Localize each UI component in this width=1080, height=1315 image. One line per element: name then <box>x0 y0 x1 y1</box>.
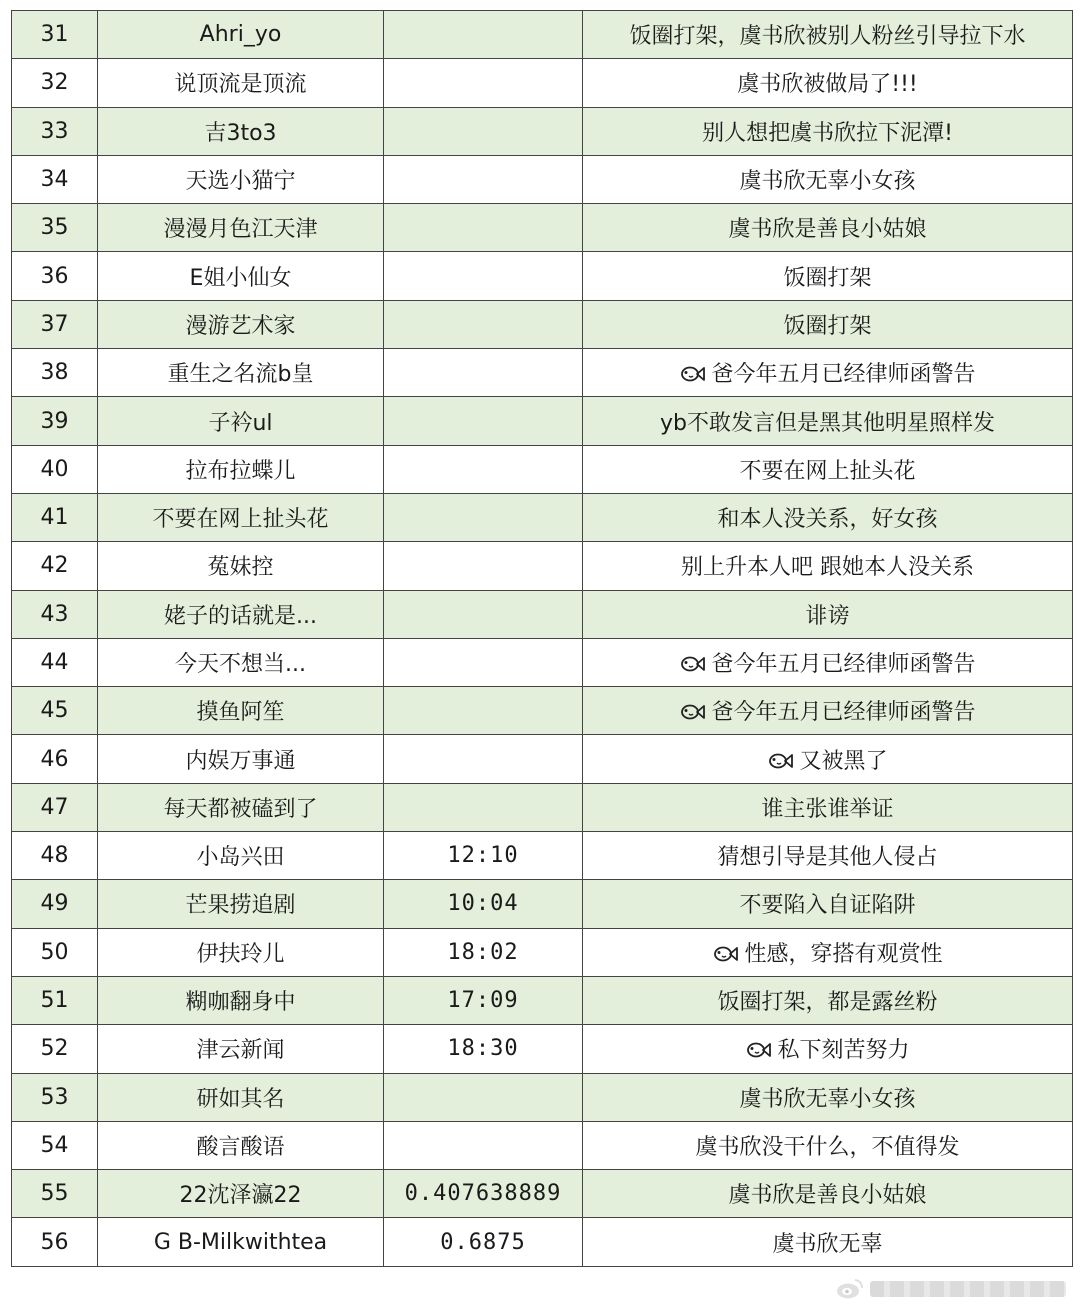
comment-cell <box>583 300 1073 348</box>
table-row <box>12 155 1073 203</box>
row-number-cell <box>12 1218 98 1266</box>
table-row <box>12 1025 1073 1073</box>
time-cell <box>384 880 583 928</box>
time-cell <box>384 1025 583 1073</box>
row-number-cell <box>12 204 98 252</box>
time-cell <box>384 1218 583 1266</box>
account-name-cell <box>98 928 384 976</box>
account-name-cell <box>98 638 384 686</box>
comment-cell-text: 饭圈打架 <box>783 265 872 291</box>
account-name-cell <box>98 59 384 107</box>
fish-icon <box>679 653 705 675</box>
table-row <box>12 638 1073 686</box>
comment-cell <box>583 445 1073 493</box>
row-number-cell-text: 47 <box>40 794 69 820</box>
fish-icon <box>679 701 705 723</box>
comment-cell <box>583 1121 1073 1169</box>
account-name-cell-text: 拉布拉蝶儿 <box>185 458 296 484</box>
row-number-cell-text: 40 <box>40 456 69 482</box>
account-name-cell <box>98 880 384 928</box>
time-cell <box>384 590 583 638</box>
comment-cell-text: 猜想引导是其他人侵占 <box>717 845 938 871</box>
time-cell <box>384 542 583 590</box>
time-cell <box>384 832 583 880</box>
comment-cell-text: 又被黑了 <box>799 748 888 774</box>
comment-cell-text: 谁主张谁举证 <box>761 796 894 822</box>
comment-cell <box>583 1218 1073 1266</box>
comment-cell-text: 饭圈打架，都是露丝粉 <box>717 990 938 1016</box>
account-name-cell <box>98 1121 384 1169</box>
comment-cell-text: 爸今年五月已经律师函警告 <box>711 700 976 726</box>
account-name-cell <box>98 832 384 880</box>
time-cell <box>384 349 583 397</box>
account-name-cell-text: 子衿ul <box>208 410 273 436</box>
watermark-text-blurred <box>870 1281 1066 1297</box>
row-number-cell-text: 50 <box>40 939 69 965</box>
comment-cell-text: 饭圈打架 <box>783 313 872 339</box>
comment-cell <box>583 349 1073 397</box>
comment-cell <box>583 928 1073 976</box>
comment-cell-text: 虞书欣是善良小姑娘 <box>728 1183 927 1209</box>
row-number-cell <box>12 107 98 155</box>
time-cell <box>384 687 583 735</box>
time-cell-text: 12:10 <box>447 843 519 869</box>
row-number-cell <box>12 638 98 686</box>
table-row <box>12 590 1073 638</box>
row-number-cell <box>12 687 98 735</box>
account-name-cell <box>98 252 384 300</box>
comment-cell-text: 不要陷入自证陷阱 <box>739 893 916 919</box>
row-number-cell <box>12 445 98 493</box>
comment-cell <box>583 107 1073 155</box>
table-row <box>12 542 1073 590</box>
row-number-cell-text: 31 <box>40 22 69 48</box>
row-number-cell-text: 45 <box>40 698 69 724</box>
time-cell <box>384 976 583 1024</box>
row-number-cell-text: 41 <box>40 505 69 531</box>
comment-cell <box>583 638 1073 686</box>
time-cell <box>384 59 583 107</box>
account-name-cell-text: 内娱万事通 <box>185 748 296 774</box>
table-row <box>12 397 1073 445</box>
account-name-cell <box>98 204 384 252</box>
comment-cell <box>583 590 1073 638</box>
table-row <box>12 204 1073 252</box>
row-number-cell <box>12 542 98 590</box>
account-name-cell-text: 姥子的话就是... <box>164 603 317 629</box>
row-number-cell <box>12 1121 98 1169</box>
account-name-cell-text: 漫漫月色江天津 <box>163 217 318 243</box>
row-number-cell-text: 44 <box>40 650 69 675</box>
time-cell <box>384 1170 583 1218</box>
time-cell <box>384 300 583 348</box>
watermark <box>836 1273 1066 1305</box>
row-number-cell <box>12 832 98 880</box>
table-row <box>12 735 1073 783</box>
row-number-cell <box>12 59 98 107</box>
account-name-cell <box>98 349 384 397</box>
row-number-cell <box>12 11 98 59</box>
comment-cell <box>583 735 1073 783</box>
table-row <box>12 783 1073 831</box>
time-cell <box>384 252 583 300</box>
comment-cell-text: 别人想把虞书欣拉下泥潭! <box>702 120 953 146</box>
table-row <box>12 300 1073 348</box>
comment-cell-text: 虞书欣无辜小女孩 <box>739 1086 916 1112</box>
time-cell-text: 0.407638889 <box>404 1181 562 1207</box>
table-row <box>12 928 1073 976</box>
time-cell-text: 0.6875 <box>440 1229 526 1255</box>
row-number-cell <box>12 735 98 783</box>
table-row <box>12 1121 1073 1169</box>
comment-cell-text: 别上升本人吧 跟她本人没关系 <box>681 555 974 581</box>
account-name-cell-text: 漫游艺术家 <box>185 313 296 339</box>
row-number-cell-text: 49 <box>40 891 69 917</box>
table-row <box>12 349 1073 397</box>
time-cell-text: 17:09 <box>447 988 519 1014</box>
time-cell-text: 10:04 <box>447 891 519 917</box>
comment-cell-text: 饭圈打架，虞书欣被别人粉丝引导拉下水 <box>629 24 1026 50</box>
account-name-cell <box>98 783 384 831</box>
row-number-cell-text: 51 <box>40 988 69 1014</box>
account-name-cell-text: 伊扶玲儿 <box>196 941 285 967</box>
account-name-cell-text: 津云新闻 <box>196 1038 285 1064</box>
time-cell <box>384 783 583 831</box>
comment-cell <box>583 155 1073 203</box>
row-number-cell <box>12 783 98 831</box>
account-name-cell <box>98 445 384 493</box>
comment-cell-text: 和本人没关系，好女孩 <box>717 507 938 533</box>
time-cell <box>384 1121 583 1169</box>
time-cell <box>384 11 583 59</box>
row-number-cell <box>12 880 98 928</box>
comment-cell-text: 不要在网上扯头花 <box>739 458 916 484</box>
row-number-cell-text: 33 <box>40 118 69 144</box>
account-name-cell <box>98 493 384 541</box>
row-number-cell-text: 52 <box>40 1036 69 1062</box>
comment-cell <box>583 880 1073 928</box>
comment-cell <box>583 832 1073 880</box>
account-name-cell <box>98 735 384 783</box>
data-table <box>11 10 1073 1267</box>
table-row <box>12 687 1073 735</box>
row-number-cell-text: 56 <box>40 1229 69 1255</box>
comment-cell-text: 虞书欣没干什么，不值得发 <box>695 1134 960 1160</box>
account-name-cell-text: 菟妹控 <box>207 555 274 581</box>
account-name-cell <box>98 590 384 638</box>
time-cell <box>384 928 583 976</box>
comment-cell-text: 性感，穿搭有观赏性 <box>744 941 943 967</box>
comment-cell <box>583 783 1073 831</box>
time-cell <box>384 735 583 783</box>
row-number-cell-text: 55 <box>40 1181 69 1207</box>
row-number-cell <box>12 1073 98 1121</box>
row-number-cell <box>12 252 98 300</box>
account-name-cell <box>98 397 384 445</box>
row-number-cell <box>12 1025 98 1073</box>
comment-cell <box>583 1025 1073 1073</box>
comment-cell-text: yb不敢发言但是黑其他明星照样发 <box>660 410 995 436</box>
comment-cell-text: 虞书欣无辜 <box>772 1231 883 1257</box>
row-number-cell-text: 37 <box>40 311 69 337</box>
table-row <box>12 252 1073 300</box>
account-name-cell-text: 小岛兴田 <box>196 845 285 871</box>
row-number-cell <box>12 590 98 638</box>
account-name-cell-text: Ahri_yo <box>199 22 282 48</box>
comment-cell <box>583 11 1073 59</box>
account-name-cell-text: 天选小猫宁 <box>185 169 296 195</box>
table-body <box>12 11 1073 1267</box>
table-row <box>12 445 1073 493</box>
account-name-cell <box>98 1025 384 1073</box>
table-row <box>12 1073 1073 1121</box>
row-number-cell <box>12 1170 98 1218</box>
account-name-cell <box>98 687 384 735</box>
row-number-cell <box>12 155 98 203</box>
comment-cell-text: 爸今年五月已经律师函警告 <box>711 362 976 388</box>
account-name-cell <box>98 107 384 155</box>
table-row <box>12 1218 1073 1266</box>
table-row <box>12 1170 1073 1218</box>
comment-cell <box>583 976 1073 1024</box>
time-cell-text: 18:02 <box>447 939 519 965</box>
table-row <box>12 493 1073 541</box>
row-number-cell <box>12 928 98 976</box>
comment-cell <box>583 493 1073 541</box>
account-name-cell <box>98 1170 384 1218</box>
comment-cell <box>583 542 1073 590</box>
account-name-cell <box>98 300 384 348</box>
account-name-cell-text: 摸鱼阿笙 <box>196 700 285 726</box>
comment-cell <box>583 204 1073 252</box>
fish-icon <box>767 750 793 772</box>
account-name-cell-text: 今天不想当... <box>175 652 306 677</box>
row-number-cell-text: 43 <box>40 601 69 627</box>
account-name-cell-text: 吉3to3 <box>204 120 277 146</box>
time-cell <box>384 445 583 493</box>
table-row <box>12 880 1073 928</box>
account-name-cell-text: 糊咖翻身中 <box>185 990 296 1016</box>
account-name-cell-text: 22沈泽瀛22 <box>179 1183 302 1209</box>
comment-cell <box>583 687 1073 735</box>
comment-cell-text: 私下刻苦努力 <box>777 1038 910 1064</box>
row-number-cell <box>12 349 98 397</box>
time-cell <box>384 155 583 203</box>
comment-cell-text: 爸今年五月已经律师函警告 <box>711 652 976 677</box>
table-row <box>12 832 1073 880</box>
account-name-cell <box>98 1218 384 1266</box>
row-number-cell-text: 42 <box>40 553 69 579</box>
row-number-cell-text: 36 <box>40 263 69 289</box>
comment-cell <box>583 59 1073 107</box>
account-name-cell-text: 芒果捞追剧 <box>185 893 296 919</box>
row-number-cell-text: 32 <box>40 70 69 96</box>
account-name-cell-text: 酸言酸语 <box>196 1134 285 1160</box>
row-number-cell-text: 53 <box>40 1084 69 1110</box>
row-number-cell-text: 34 <box>40 167 69 193</box>
fish-icon <box>745 1039 771 1061</box>
fish-icon <box>712 943 738 965</box>
row-number-cell-text: 39 <box>40 408 69 434</box>
time-cell <box>384 107 583 155</box>
comment-cell-text: 虞书欣被做局了!!! <box>737 72 918 98</box>
row-number-cell-text: 54 <box>40 1132 69 1158</box>
account-name-cell-text: 说顶流是顶流 <box>174 72 307 98</box>
account-name-cell-text: 每天都被磕到了 <box>163 796 318 822</box>
row-number-cell <box>12 300 98 348</box>
comment-cell <box>583 1170 1073 1218</box>
account-name-cell-text: E姐小仙女 <box>189 265 292 291</box>
weibo-logo-icon <box>836 1278 864 1300</box>
account-name-cell <box>98 542 384 590</box>
time-cell-text: 18:30 <box>447 1036 519 1062</box>
account-name-cell <box>98 1073 384 1121</box>
comment-cell <box>583 252 1073 300</box>
fish-icon <box>679 363 705 385</box>
account-name-cell <box>98 155 384 203</box>
table-row <box>12 107 1073 155</box>
time-cell <box>384 493 583 541</box>
row-number-cell <box>12 493 98 541</box>
table-row <box>12 976 1073 1024</box>
time-cell <box>384 1073 583 1121</box>
time-cell <box>384 397 583 445</box>
row-number-cell <box>12 397 98 445</box>
row-number-cell-text: 38 <box>40 360 69 386</box>
time-cell <box>384 638 583 686</box>
comment-cell <box>583 397 1073 445</box>
comment-cell <box>583 1073 1073 1121</box>
account-name-cell <box>98 976 384 1024</box>
account-name-cell-text: 重生之名流b皇 <box>167 362 314 388</box>
row-number-cell-text: 46 <box>40 746 69 772</box>
row-number-cell-text: 48 <box>40 843 69 869</box>
account-name-cell <box>98 11 384 59</box>
table-row <box>12 59 1073 107</box>
account-name-cell-text: 不要在网上扯头花 <box>152 507 329 533</box>
account-name-cell-text: G B-Milkwithtea <box>153 1229 328 1255</box>
row-number-cell <box>12 976 98 1024</box>
table-row <box>12 11 1073 59</box>
comment-cell-text: 虞书欣是善良小姑娘 <box>728 217 927 243</box>
comment-cell-text: 虞书欣无辜小女孩 <box>739 169 916 195</box>
account-name-cell-text: 研如其名 <box>196 1086 285 1112</box>
row-number-cell-text: 35 <box>40 215 69 241</box>
time-cell <box>384 204 583 252</box>
comment-cell-text: 诽谤 <box>805 603 850 629</box>
